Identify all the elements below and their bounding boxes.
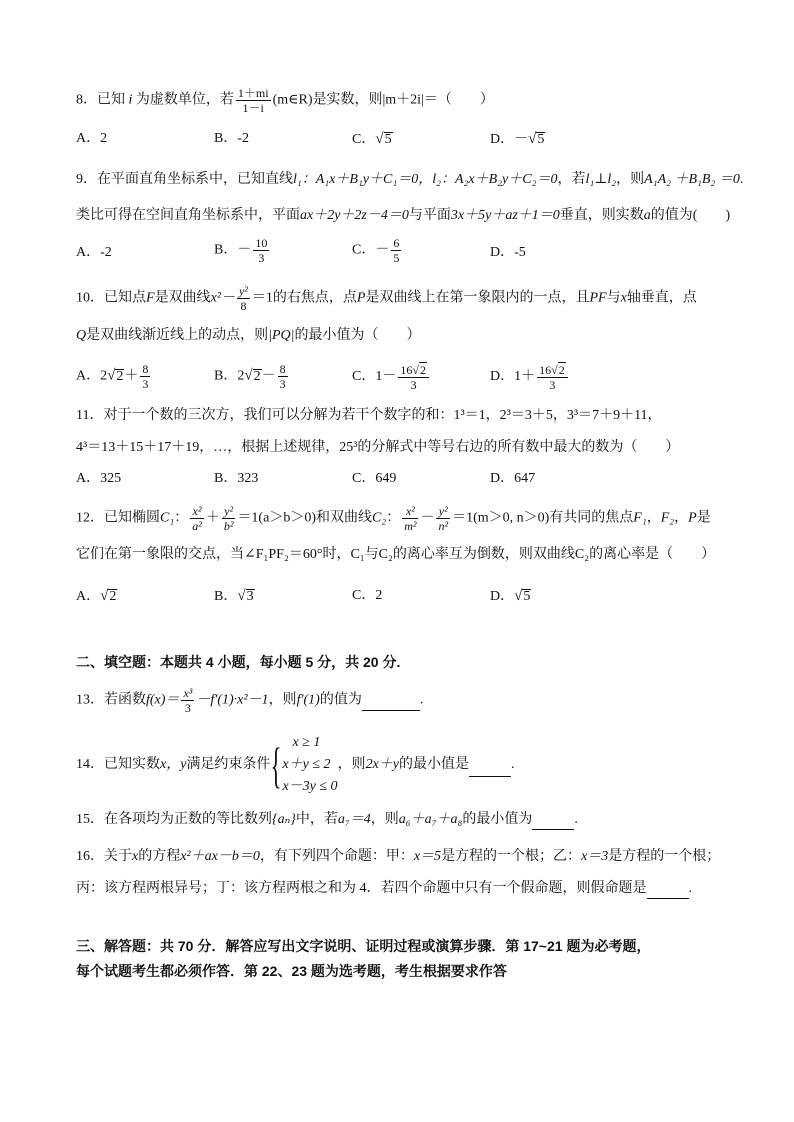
- q9-option-b[interactable]: B．－ $\frac{10}{3}$: [214, 236, 268, 265]
- q12-option-a[interactable]: A．√2: [76, 588, 117, 604]
- q12-option-c[interactable]: C．2: [352, 588, 383, 603]
- q16-line-2: 丙：该方程两根异号；丁：该方程两根之和为 4．若四个命题中只有一个假命题，则假命题是 .: [76, 880, 692, 899]
- q12-line-2: 它们在第一象限的交点，当∠F₁PF₂＝60°时，C₁与C₂的离心率互为倒数，则双曲线C₂的离心率是（ ）: [76, 547, 716, 562]
- q12-option-d[interactable]: D．√5: [490, 588, 531, 604]
- q10-option-a[interactable]: A．2√2＋ $\frac{8}{3}$: [76, 362, 149, 391]
- section-3-heading-line-2: 每个试题考生都必须作答．第 22、23 题为选考题，考生根据要求作答: [76, 963, 507, 979]
- q14-stem: 14．已知实数x，y满足约束条件{ x ≥ 1 x＋y ≤ 2 x－3y ≤ 0 ，则2x＋y的最小值是 .: [76, 735, 515, 794]
- q9-option-d[interactable]: D．-5: [490, 245, 526, 260]
- q9-line-1: 9．在平面直角坐标系中，已知直线l₁：A₁x＋B₁y＋C₁＝0，l₂：A₂x＋B₂y＋C₂＝0，若l₁⊥l₂，则A₁A₂ ＋B₁B₂ ＝0.: [76, 172, 744, 187]
- q10-option-c[interactable]: C．1－ $\frac{16√2}{3}$: [352, 362, 431, 392]
- q15-stem: 15．在各项均为正数的等比数列{aₙ}中，若a₇＝4，则a₆＋a₇＋a₈的最小值为 .: [76, 811, 578, 830]
- q11-line-2: 4³＝13＋15＋17＋19，…，根据上述规律，25³的分解式中等号右边的所有数中最大的数为（ ）: [76, 440, 680, 455]
- q16-answer-blank[interactable]: [647, 880, 689, 899]
- q10-line-1: 10．已知点F是双曲线x²－ $\frac{\text{y²}}{8}$ ＝1的右焦点，点P是双曲线上在第一象限内的一点，且PF与x轴垂直，点: [76, 284, 697, 313]
- q11-option-d[interactable]: D．647: [490, 471, 536, 486]
- q11-option-c[interactable]: C．649: [352, 471, 397, 486]
- q8-option-b[interactable]: B．-2: [214, 131, 249, 146]
- q10-line-2: Q是双曲线渐近线上的动点，则|PQ|的最小值为（ ）: [76, 328, 421, 343]
- q15-answer-blank[interactable]: [532, 811, 574, 830]
- q9-line-2: 类比可得在空间直角坐标系中，平面ax＋2y＋2z－4＝0与平面3x＋5y＋az＋1＝0垂直，则实数a的值为( ): [76, 208, 731, 223]
- q8-stem: 8．已知 i 为虚数单位，若 $\frac{1+mi}{1-i}$ (m∈R)是实数，则|m＋2i|＝（ ）: [76, 86, 494, 115]
- section-3-heading-line-1: 三、解答题：共 70 分．解答应写出文字说明、证明过程或演算步骤．第 17~21 题为必考题，: [76, 938, 651, 954]
- q11-option-a[interactable]: A．325: [76, 471, 122, 486]
- q10-option-d[interactable]: D．1＋ $\frac{16√2}{3}$: [490, 362, 570, 392]
- q9-option-a[interactable]: A．-2: [76, 245, 112, 260]
- q13-answer-blank[interactable]: [362, 692, 420, 711]
- q14-answer-blank[interactable]: [469, 754, 511, 777]
- q11-option-b[interactable]: B．323: [214, 471, 259, 486]
- q8-option-d[interactable]: D．－√5: [490, 131, 545, 147]
- q13-stem: 13．若函数f(x)＝ $\frac{\text{x³}}{3}$ －f′(1)·x²－1，则f′(1)的值为 .: [76, 686, 424, 715]
- q9-option-c[interactable]: C．－ $\frac{6}{5}$: [352, 236, 400, 265]
- q8-option-a[interactable]: A．2: [76, 131, 108, 146]
- q10-option-b[interactable]: B．2√2－ $\frac{8}{3}$: [214, 362, 286, 391]
- section-2-heading: 二、填空题：本题共 4 小题，每小题 5 分，共 20 分.: [76, 654, 401, 670]
- q11-line-1: 11．对于一个数的三次方，我们可以分解为若干个数字的和：1³＝1，2³＝3＋5，3³＝7＋9＋11，: [76, 408, 662, 423]
- q16-line-1: 16．关于x的方程x²＋ax－b＝0，有下列四个命题：甲：x＝5是方程的一个根；乙：x＝3是方程的一个根；: [76, 849, 721, 864]
- q8-option-c[interactable]: C．√5: [352, 131, 392, 147]
- q12-option-b[interactable]: B．√3: [214, 588, 254, 604]
- q12-line-1: 12．已知椭圆C₁： $\frac{\text{x²}}{\text{a²}}$ ＋ $\frac{\text{y²}}{\text{b²}}$ ＝1(a＞b＞0)和双曲线C₂： $\frac{\text{x²}}{\text{m²}}$ － $\frac{\text{y²}}{\text{n²}}$ ＝1(m＞0, n＞0)有共同的焦点F₁，F₂，P是: [76, 504, 711, 533]
